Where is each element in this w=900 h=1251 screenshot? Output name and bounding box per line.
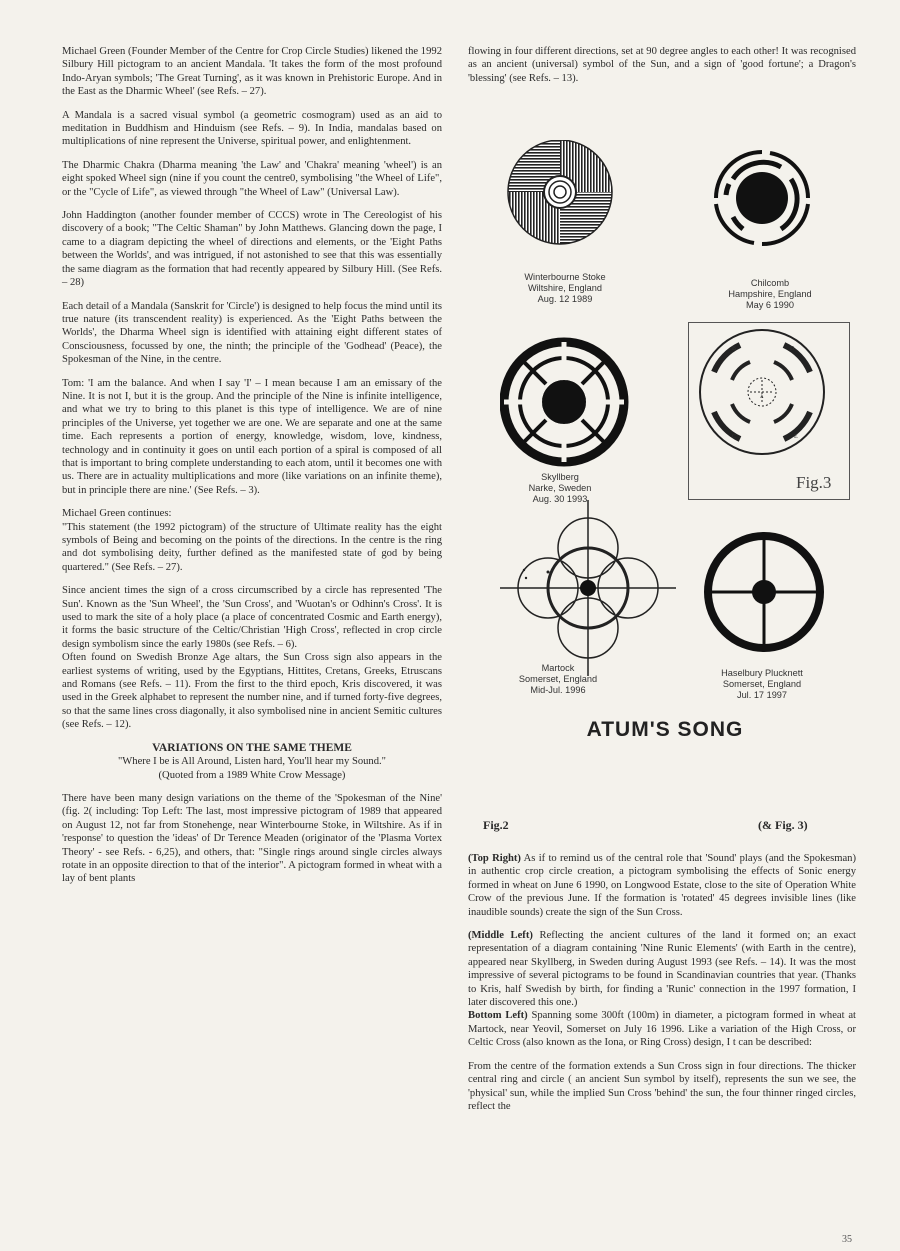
fig3-reference: (& Fig. 3) [758, 818, 808, 832]
skyllberg-figure [504, 342, 624, 462]
paragraph-lead: Bottom Left) [468, 1010, 528, 1022]
paragraph-text: As if to remind us of the central role that 'Sound' plays (and the Spokesman) in authentic crop circle creation, a pictogram symbolising the effects of Sonic energy formed in wheat on June 6 1990, on Longwood Estate, close to the site of Operation White Crow of the previous June. If the formation is 'rotated' 45 degrees invisible lines (like inaudible sounds) create the sign of the Sun Cross. [468, 853, 857, 918]
paragraph-text: Reflecting the ancient cultures of the land it formed on; an exact representation of a diagram containing 'Nine Runic Elements' (with Earth in the centre), appeared near Skyllberg, in Sweden during August 1993 (see Refs. – 14). It was the most impressive of several pictograms to be found in Scandinavian countries that year. (Thanks to Kris, half Swedish by birth, for finding a 'Runic' connection in the 1997 formation, I later discovered this one.) [468, 930, 856, 1009]
paragraph-lead: (Top Right) [468, 853, 521, 864]
caption-line: Aug. 30 1993 [532, 494, 588, 504]
quote-line: "Where I be is All Around, Listen hard, You'll hear my Sound." [117, 756, 386, 768]
paragraph [468, 929, 856, 1009]
paragraph: Michael Green (Founder Member of the Centre for Crop Circle Studies) likened the 1992 Silbury Hill pictogram to an ancient Mandala. 'It takes the form of the most profound Indo-Aryan symbols; 'The Great Turning', as it was known in Prehistoric Europe. And in the East as the Dharmic Wheel' (see Refs. – 27). [62, 46, 442, 98]
caption-line: Martock [541, 663, 575, 673]
paragraph: flowing in four different directions, set at 90 degree angles to each other! It was recognised as an ancient (universal) symbol of the Sun, and a sign of 'good fortune'; a Dragon's 'blessing' (see Refs. – 13). [468, 46, 856, 84]
fig3-letter: D [790, 346, 795, 352]
caption-line: Narke, Sweden [528, 483, 592, 493]
paragraph-lead: (Middle Left) [468, 930, 533, 942]
right-column-bottom [468, 852, 856, 1123]
paragraph: John Haddington (another founder member of CCCS) wrote in The Cereologist of his discovery of a book; "The Celtic Shaman" by John Matthews. Glancing down the page, I came to a diagram depicting the wheel of directions and elements, or the 'Eight Paths between the Worlds', and was intrigued, if not astonished to see that this was essentially the same diagram as the formation that had recently appeared by Silbury Hill. (See Refs. – 28) [62, 210, 442, 289]
paragraph-text: Spanning some 300ft (100m) in diameter, a pictogram formed in wheat at Martock, near Yeovil, Somerset on July 16 1996. Like a variation of the High Cross, or Celtic Cross (also known as the Iona, or Ring Cross) design, I t can be described: [468, 1010, 856, 1049]
fig3-label: Fig.3 [796, 473, 832, 492]
caption-line: Hampshire, England [728, 289, 812, 299]
paragraph [468, 1009, 856, 1049]
paragraph: The Dharmic Chakra (Dharma meaning 'the Law' and 'Chakra' meaning 'wheel') is an eight spoked Wheel sign (nine if you count the centre0, symbolising "the Wheel of Life", or the "Cycle of Life", as viewed through "the Wheel of Law" (Universal Law). [62, 159, 442, 198]
caption-line: Somerset, England [518, 674, 598, 684]
page-number: 35 [842, 1234, 852, 1245]
caption-line: May 6 1990 [745, 300, 794, 310]
paragraph: A Mandala is a sacred visual symbol (a geometric cosmogram) used as an aid to meditation in Buddhism and Hinduism (see Refs. – 9). In India, mandalas based on multiplications of nine represent the Universe, spiritual power, and enlightenment. [62, 109, 442, 148]
section-heading: VARIATIONS ON THE SAME THEME [152, 741, 352, 754]
paragraph [468, 852, 856, 919]
right-column-top [468, 45, 856, 95]
paragraph: Since ancient times the sign of a cross circumscribed by a circle has represented 'The Sun'. Known as the 'Sun Wheel', the 'Sun Cross', and 'Wuotan's or Odhinn's Cross'. It is used to mark the site of a holy place (a place of concentrated Cosmic and Earth energy), it forms the basic structure of the Celtic/Christian 'High Cross', reflected in crop circle design symbolism since the early 1980s (see Refs. – 6). [62, 585, 442, 650]
caption-line: Winterbourne Stoke [524, 272, 606, 282]
caption-line: Skyllberg [541, 472, 579, 482]
caption-line: Jul. 17 1997 [736, 690, 788, 700]
caption-chilcomb [700, 278, 840, 311]
caption-line: Aug. 12 1989 [537, 294, 593, 304]
caption-line: Haselbury Plucknett [721, 668, 803, 678]
figure-title: ATUM'S SONG [586, 718, 744, 741]
caption-line: Chilcomb [750, 278, 790, 288]
caption-line: Wiltshire, England [527, 283, 603, 293]
paragraph: There have been many design variations on the theme of the 'Spokesman of the Nine' (fig. 2( including: Top Left: The last, most impressive pictogram of 1989 that appeared on August 12, not far from Stonehenge, near Winterbourne Stoke, in Wiltshire. As if in 'response' to question the 'ideas' of Dr Terence Meaden (originator of the 'Plasma Vortex Theory' - see Refs. - 6,25), and others, that: "Single rings around single circles always rotate in an opposite direction to that of the interior". A pictogram formed in wheat with a lay of bent plants [62, 792, 442, 885]
paragraph: Michael Green continues: [62, 508, 172, 520]
fig3-letter: B [732, 346, 737, 352]
quote-source: (Quoted from a 1989 White Crow Message) [158, 769, 346, 781]
left-column [62, 45, 442, 896]
caption-line: Mid-Jul. 1996 [530, 685, 586, 695]
fig3-letter: E [794, 434, 798, 440]
caption-skyllberg [490, 472, 630, 505]
chilcomb-figure [716, 152, 808, 244]
haselbury-figure [708, 536, 820, 648]
paragraph: Often found on Swedish Bronze Age altars, the Sun Cross sign also appears in the earliest systems of writing, used by the Egyptians, Hittites, Cretans, Greeks, Etruscans and Romans (see Refs. – 11). From the first to the third epoch, Kris discovered, it was used in the Greek alphabet to represent the number nine, and if turned forty-five degrees, so that the same lines cross diagonally, it also symbolised nine in ancient Semitic cultures (see Refs. – 12). [62, 652, 442, 731]
paragraph: "This statement (the 1992 pictogram) of the structure of Ultimate reality has the eight symbols of Being and becoming on the points of the directions. In the centre is the ring and dot symbolising deity, further defined as the manifested state of god by being quartered." (See Refs. – 27). [62, 521, 442, 573]
fig3-letter: C [732, 434, 737, 440]
caption-winterbourne [495, 272, 635, 305]
caption-haselbury [692, 668, 832, 701]
paragraph: Each detail of a Mandala (Sanskrit for 'Circle') is designed to help focus the mind until its true nature (its transcendent reality) is experienced. As the 'Eight Paths between the Worlds', the Dharma Wheel sign is identified with attaining eight different states of Consciousness, focussed by one, the ninth; the principle of the 'Godhead' (Peace), the Spokesman of the Nine, in the centre. [62, 300, 442, 366]
martock-figure [500, 500, 676, 676]
fig2-label: Fig.2 [483, 818, 509, 832]
caption-martock [488, 663, 628, 696]
caption-line: Somerset, England [722, 679, 802, 689]
fig3-letter: A [760, 395, 764, 400]
paragraph: From the centre of the formation extends a Sun Cross sign in four directions. The thicker central ring and circle ( an ancient Sun symbol by itself), represents the sun we see, the 'physical' sun, while the implied Sun Cross 'behind' the sun, the four thinner ringed circles, reflect the [468, 1060, 856, 1112]
paragraph: Tom: 'I am the balance. And when I say 'I' – I mean because I am an emissary of the Nine. It is not I, but it is the group. And the principle of the Nine is infinite intelligence, and what we try to bring to this planet is this type of intelligence. We are of nine principles of the Universe, yet together we are one. We are separate and one at the same time. Each represents a portion of energy, knowledge, wisdom, love, kindness, technology and in continuity it goes on until each portion of a spiral is composed of all that is important to bring complete understanding to each atom, until it becomes one with us. There are in actuality multiplications and more (like variations on an infinite theme), but in principle there are nine.' (See Refs. – 3). [62, 377, 442, 496]
